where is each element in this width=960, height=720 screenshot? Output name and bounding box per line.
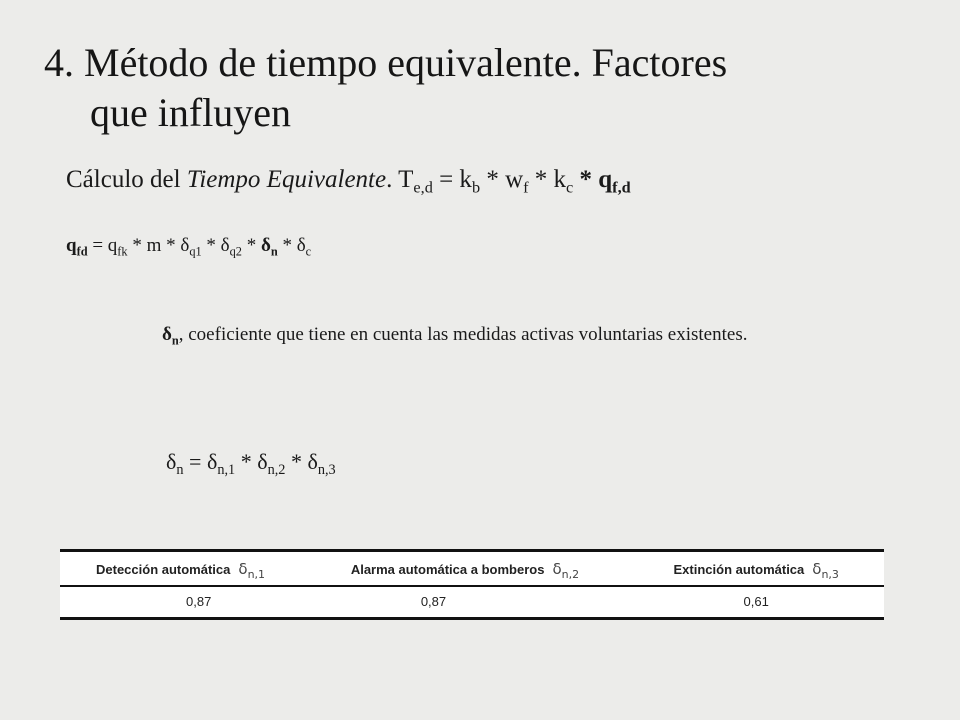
slide-title-line-2: que influyen <box>90 90 292 135</box>
formula-text: * δ <box>235 449 268 474</box>
header-label: Detección automática <box>96 562 231 577</box>
formula-subscript: b <box>471 178 481 197</box>
header-symbol-char: δ <box>552 560 562 578</box>
table-row <box>60 586 884 619</box>
formula-subscript: n <box>270 244 278 259</box>
formula-bold-text: q <box>66 235 77 256</box>
formula-text: Cálculo del <box>66 166 187 193</box>
formula-text: = k <box>432 166 472 193</box>
formula-italic-text: Tiempo Equivalente <box>186 166 387 193</box>
table-header-cell <box>638 551 884 587</box>
formula-text: = q <box>87 235 118 256</box>
formula-subscript: fd <box>76 244 88 259</box>
header-symbol-sub: n,3 <box>821 567 839 581</box>
formula-subscript: n,2 <box>267 462 286 478</box>
formula-text: * δ <box>285 449 318 474</box>
formula-subscript: f <box>523 178 529 197</box>
formula-subscript: f,d <box>612 178 631 197</box>
formula-text: = δ <box>183 449 218 474</box>
formula-subscript: c <box>305 244 312 259</box>
fire-load-formula <box>66 232 311 260</box>
header-label: Alarma automática a bomberos <box>350 562 545 577</box>
formula-text: δ <box>166 449 177 474</box>
formula-subscript: n <box>171 333 179 348</box>
slide-title <box>44 38 924 138</box>
formula-subscript: n,3 <box>317 462 336 478</box>
formula-text: . T <box>386 166 414 193</box>
formula-subscript: q1 <box>189 244 202 259</box>
definition-text: , coeficiente que tiene en cuenta las medidas activas voluntarias existentes. <box>178 324 748 345</box>
formula-subscript: c <box>566 178 574 197</box>
formula-text: * δ <box>277 235 306 256</box>
table-header-row <box>60 551 884 587</box>
header-symbol-char: δ <box>812 560 822 578</box>
formula-bold-text: * q <box>573 166 613 193</box>
formula-subscript: n,1 <box>217 462 236 478</box>
formula-text: * m * δ <box>127 235 190 256</box>
table-header-cell <box>311 551 638 587</box>
header-symbol-sub: n,2 <box>561 567 580 581</box>
definition-symbol: δ <box>162 324 172 345</box>
header-symbol <box>812 560 839 581</box>
coefficients-table-grid <box>60 549 884 620</box>
table-cell: 0,87 <box>186 594 212 609</box>
header-symbol-char: δ <box>238 560 248 578</box>
formula-subscript: e,d <box>413 178 433 197</box>
header-symbol <box>238 560 266 581</box>
formula-subscript: q2 <box>229 244 242 259</box>
header-symbol-sub: n,1 <box>247 567 266 581</box>
coefficients-table <box>60 549 884 620</box>
formula-text: * k <box>528 166 567 193</box>
header-label: Extinción automática <box>673 562 805 577</box>
delta-n-definition <box>162 320 882 350</box>
formula-bold-text: δ <box>260 235 271 256</box>
table-cell: 0,61 <box>743 594 769 609</box>
slide-title-line-1: 4. Método de tiempo equivalente. Factores <box>44 40 728 85</box>
formula-text: * w <box>480 166 524 193</box>
formula-text: * <box>241 235 261 256</box>
delta-n-formula <box>166 446 336 478</box>
equivalent-time-formula <box>66 162 631 198</box>
formula-subscript: fk <box>117 244 128 259</box>
formula-text: * δ <box>201 235 230 256</box>
formula-subscript: n <box>176 462 184 478</box>
table-header-cell <box>60 551 311 587</box>
table-cell: 0,87 <box>420 594 447 609</box>
header-symbol <box>552 560 580 581</box>
